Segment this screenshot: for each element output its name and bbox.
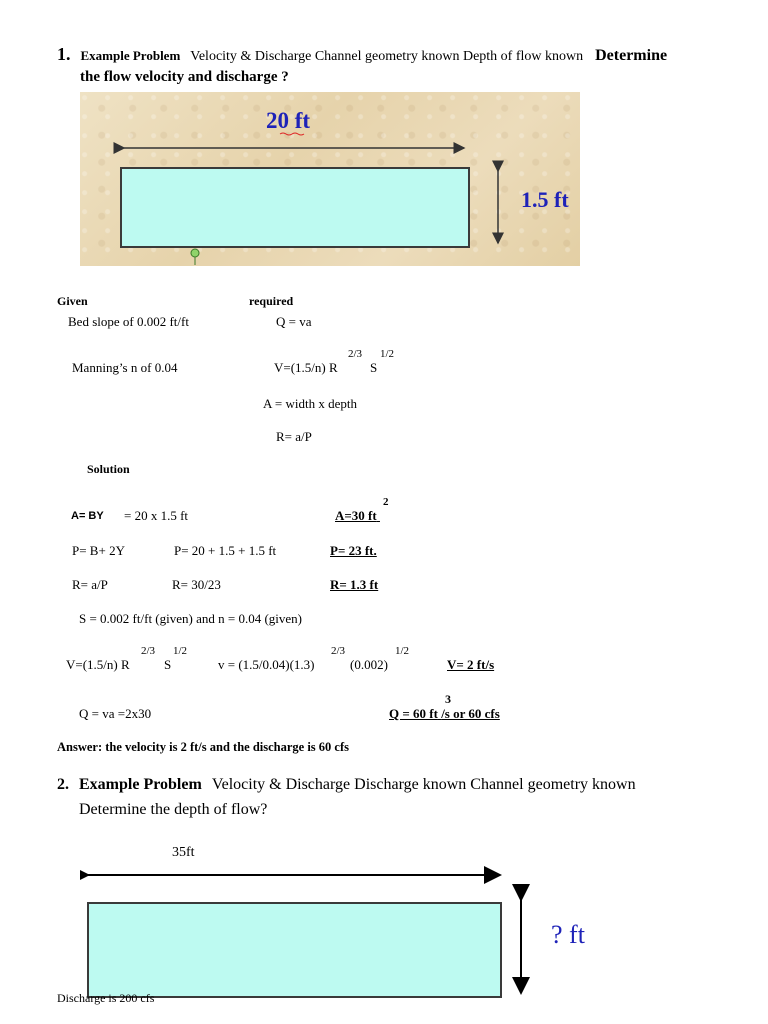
problem1-determine: Determine <box>595 47 668 64</box>
required-v-sup-r: 2/3 <box>348 348 363 360</box>
solution-v-s: S <box>164 657 172 672</box>
required-v-s: S <box>370 360 378 375</box>
given-heading: Given <box>57 294 88 308</box>
required-radius: R= a/P <box>276 429 312 444</box>
solution-area-calc: = 20 x 1.5 ft <box>124 508 189 523</box>
channel-figure-1 <box>80 92 580 266</box>
given-slope: Bed slope of 0.002 ft/ft <box>68 314 189 329</box>
solution-v-sup-s: 1/2 <box>173 645 188 657</box>
problem2-label: Example Problem <box>79 776 202 793</box>
solution-radius-label: R= a/P <box>72 577 108 592</box>
solution-v-calc-b: (0.002) <box>350 657 388 672</box>
problem1-number: 1. <box>57 44 71 64</box>
problem1-question: the flow velocity and discharge ? <box>80 69 289 85</box>
solution-vcalc-sup-b: 1/2 <box>395 645 410 657</box>
required-v-sup-s: 1/2 <box>380 348 395 360</box>
solution-q-sup: 3 <box>445 692 451 706</box>
solution-q-calc: Q = va =2x30 <box>79 706 152 721</box>
width-label: 20 ft <box>266 108 311 133</box>
problem2-heading <box>57 776 636 794</box>
solution-heading: Solution <box>87 462 130 476</box>
solution-v-result: V= 2 ft/s <box>447 657 495 672</box>
figure2-width-label: 35ft <box>172 845 195 860</box>
solution-area-sup: 2 <box>383 496 389 508</box>
solution-perimeter-result: P= 23 ft. <box>330 543 377 558</box>
solution-v-formula: V=(1.5/n) R <box>66 657 130 672</box>
marker-dot <box>191 249 199 257</box>
problem2-number: 2. <box>57 776 69 793</box>
solution-perimeter-label: P= B+ 2Y <box>72 543 125 558</box>
solution-radius-result: R= 1.3 ft <box>330 577 379 592</box>
problem1-topic: Velocity & Discharge Channel geometry known Depth of flow known <box>190 49 584 64</box>
channel-cross-section-2 <box>87 902 502 998</box>
required-q: Q = va <box>276 314 312 329</box>
solution-v-calc-a: v = (1.5/0.04)(1.3) <box>218 657 315 672</box>
channel-cross-section <box>120 167 470 248</box>
required-area: A = width x depth <box>263 396 357 411</box>
solution-area-label: A= BY <box>71 510 104 522</box>
answer-text: Answer: the velocity is 2 ft/s and the discharge is 60 cfs <box>57 740 349 754</box>
solution-radius-calc: R= 30/23 <box>172 577 221 592</box>
solution-area-result: A=30 ft <box>335 508 377 523</box>
solution-q-result: Q = 60 ft /s or 60 cfs <box>389 706 500 721</box>
solution-vcalc-sup-a: 2/3 <box>331 645 346 657</box>
height-label: 1.5 ft <box>521 187 569 212</box>
problem1-heading <box>57 44 667 65</box>
required-heading: required <box>249 294 294 308</box>
solution-perimeter-calc: P= 20 + 1.5 + 1.5 ft <box>174 543 277 558</box>
solution-slope-note: S = 0.002 ft/ft (given) and n = 0.04 (given) <box>79 611 302 626</box>
problem1-label: Example Problem <box>80 48 181 63</box>
required-v: V=(1.5/n) R <box>274 360 338 375</box>
figure2-height-label: ? ft <box>551 920 585 949</box>
problem2-topic: Velocity & Discharge Discharge known Channel geometry known <box>211 776 636 793</box>
solution-v-sup-r: 2/3 <box>141 645 156 657</box>
problem2-question: Determine the depth of flow? <box>79 801 268 818</box>
figure2-discharge-note: Discharge is 200 cfs <box>57 991 155 1005</box>
given-mannings: Manning’s n of 0.04 <box>72 360 178 375</box>
